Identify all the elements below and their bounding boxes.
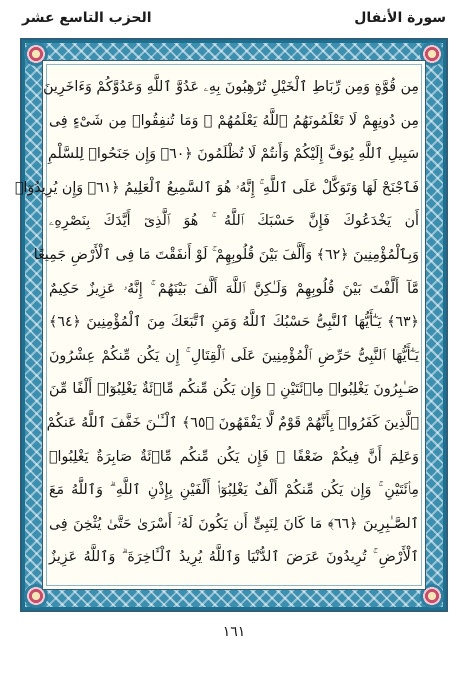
text-panel bbox=[14, 60, 426, 590]
surah-title: سورة الأنفال bbox=[354, 10, 446, 26]
verse-line: أَن يَخْدَعُوكَ فَإِنَّ حَسْبَكَ ٱللَّهُ ۚ هُوَ ٱلَّذِىٓ أَيَّدَكَ بِنَصْرِهِۦ bbox=[49, 213, 419, 230]
page-frame bbox=[14, 38, 448, 612]
verse-line: ﴿٦٣﴾ يَـٰٓأَيُّهَا ٱلنَّبِىُّ حَسْبُكَ ٱللَّهُ وَمَنِ ٱتَّبَعَكَ مِنَ ٱلْمُؤْمِنِينَ ﴿٦٤﴾ bbox=[49, 314, 419, 331]
verse-line: ٱلصَّـٰبِرِينَ ﴿٦٦﴾ مَا كَانَ لِنَبِىٍّ أَن يَكُونَ لَهُۥٓ أَسْرَىٰ حَتَّىٰ يُثْخِنَ فِى bbox=[49, 515, 419, 532]
verse-line: يَـٰٓأَيُّهَا ٱلنَّبِىُّ حَرِّضِ ٱلْمُؤْمِنِينَ عَلَى ٱلْقِتَالِ ۚ إِن يَكُن مِّنكُمْ عِشْرُونَ bbox=[49, 347, 419, 364]
verse-line: ٱلَّذِينَ كَفَرُوا۟ بِأَنَّهُمْ قَوْمٌ لَّا يَفْقَهُونَ ﴿٦٥﴾ ٱلْـَٔـٰنَ خَفَّفَ ٱللَّهُ عَنكُمْ bbox=[46, 414, 419, 431]
verse-line: ٱلْأَرْضِ ۚ تُرِيدُونَ عَرَضَ ٱلدُّنْيَا وَٱللَّهُ يُرِيدُ ٱلْـَٔاخِرَةَ ۗ وَٱللَّهُ عَزِيزٌ bbox=[49, 549, 419, 566]
verse-line: صَـٰبِرُونَ يَغْلِبُوا۟ مِا۟ئَتَيْنِ ۚ وَإِن يَكُن مِّنكُم مِّا۟ئَةٌ يَغْلِبُوٓا۟ أَلْفًا مِّنَ bbox=[49, 381, 419, 398]
verse-line: سَبِيلِ ٱللَّهِ يُوَفَّ إِلَيْكُمْ وَأَنتُمْ لَا تُظْلَمُونَ ﴿٦٠﴾ وَإِن جَنَحُوا۟ لِلسَّلْمِ bbox=[48, 146, 419, 163]
verse-line: فَٱجْنَحْ لَهَا وَتَوَكَّلْ عَلَى ٱللَّهِ ۚ إِنَّهُۥ هُوَ ٱلسَّمِيعُ ٱلْعَلِيمُ ﴿٦١﴾ وَإِن يُرِيدُوٓا۟ bbox=[14, 179, 419, 196]
verse-line: مِن دُونِهِمْ لَا تَعْلَمُونَهُمُ ٱللَّهُ يَعْلَمُهُمْ ۚ وَمَا تُنفِقُوا۟ مِن شَىْءٍ فِى bbox=[49, 112, 419, 129]
verse-line: وَعَلِمَ أَنَّ فِيكُمْ ضَعْفًا ۚ فَإِن يَكُن مِّنكُم مِّا۟ئَةٌ صَابِرَةٌ يَغْلِبُوا۟ bbox=[49, 448, 419, 465]
hizb-title: الحزب التاسع عشر bbox=[22, 10, 152, 26]
verse-line: مَّآ أَلَّفْتَ بَيْنَ قُلُوبِهِمْ وَلَـٰكِنَّ ٱللَّهَ أَلَّفَ بَيْنَهُمْ ۚ إِنَّهُۥ عَزِيزٌ حَكِيمٌ bbox=[49, 280, 419, 297]
verse-line: مِا۟ئَتَيْنِ ۚ وَإِن يَكُن مِّنكُمْ أَلْفٌ يَغْلِبُوٓا۟ أَلْفَيْنِ بِإِذْنِ ٱللَّهِ ۗ وَٱللَّهُ مَعَ bbox=[49, 482, 419, 499]
verse-line: وَبِٱلْمُؤْمِنِينَ ﴿٦٢﴾ وَأَلَّفَ بَيْنَ قُلُوبِهِمْ ۚ لَوْ أَنفَقْتَ مَا فِى ٱلْأَرْضِ جَمِيعًا bbox=[33, 246, 419, 263]
verse-line: مِن قُوَّةٍ وَمِن رِّبَاطِ ٱلْخَيْلِ تُرْهِبُونَ بِهِۦ عَدُوَّ ٱللَّهِ وَعَدُوَّكُمْ وَءَاخَرِينَ bbox=[43, 79, 419, 95]
verse-lines bbox=[14, 71, 419, 575]
page-number: ١٦١ bbox=[222, 624, 246, 640]
